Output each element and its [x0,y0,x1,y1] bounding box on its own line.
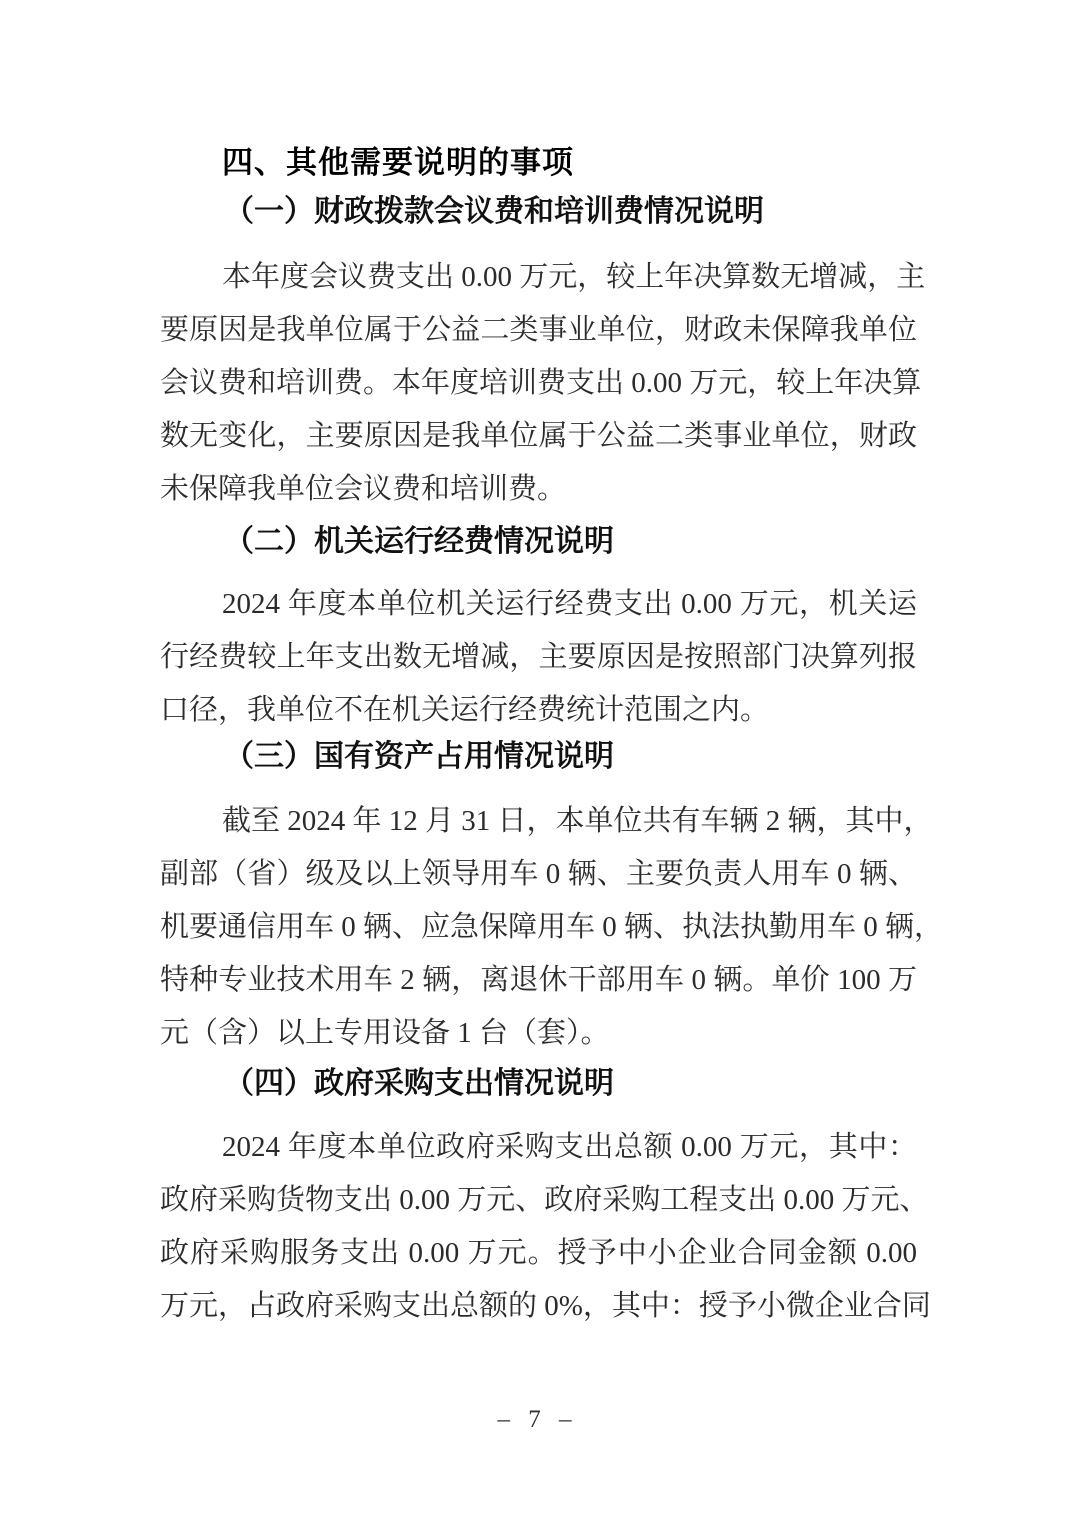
section-heading: 四、其他需要说明的事项 [222,145,574,180]
text-line: 截至 2024 年 12 月 31 日，本单位共有车辆 2 辆，其中， [222,805,933,837]
text-line: 行经费较上年支出数无增减，主要原因是按照部门决算列报 [160,641,917,673]
paragraph-1 [160,251,926,516]
text-line: 特种专业技术用车 2 辆，离退休干部用车 0 辆。单价 100 万 [160,964,917,996]
text-line: 数无变化，主要原因是我单位属于公益二类事业单位，财政 [160,420,917,452]
text-line: 会议费和培训费。本年度培训费支出 0.00 万元，较上年决算 [160,367,922,399]
paragraph-4 [160,1121,931,1333]
subsection-title-2: （二）机关运行经费情况说明 [224,525,614,558]
page-number: – 7 – [497,1406,578,1433]
text-line: 本年度会议费支出 0.00 万元，较上年决算数无增减，主 [222,261,926,293]
text-line: 机要通信用车 0 辆、应急保障用车 0 辆、执法执勤用车 0 辆， [160,911,944,943]
text-line: 要原因是我单位属于公益二类事业单位，财政未保障我单位 [160,314,917,346]
text-line: 2024 年度本单位机关运行经费支出 0.00 万元，机关运 [222,588,917,620]
paragraph-3 [160,795,944,1060]
subsection-title-1: （一）财政拨款会议费和培训费情况说明 [224,195,764,228]
text-line: 万元，占政府采购支出总额的 0%，其中：授予小微企业合同 [160,1290,931,1322]
text-line: 口径，我单位不在机关运行经费统计范围之内。 [160,694,770,726]
text-line: 未保障我单位会议费和培训费。 [160,473,567,505]
subsection-title-3: （三）国有资产占用情况说明 [224,740,614,773]
text-line: 元（含）以上专用设备 1 台（套）。 [160,1017,610,1049]
subsection-title-4: （四）政府采购支出情况说明 [224,1067,614,1100]
text-line: 副部（省）级及以上领导用车 0 辆、主要负责人用车 0 辆、 [160,858,917,890]
text-line: 政府采购服务支出 0.00 万元。授予中小企业合同金额 0.00 [160,1237,917,1269]
text-line: 2024 年度本单位政府采购支出总额 0.00 万元，其中： [222,1131,917,1163]
text-line: 政府采购货物支出 0.00 万元、政府采购工程支出 0.00 万元、 [160,1184,929,1216]
paragraph-2 [160,578,917,737]
